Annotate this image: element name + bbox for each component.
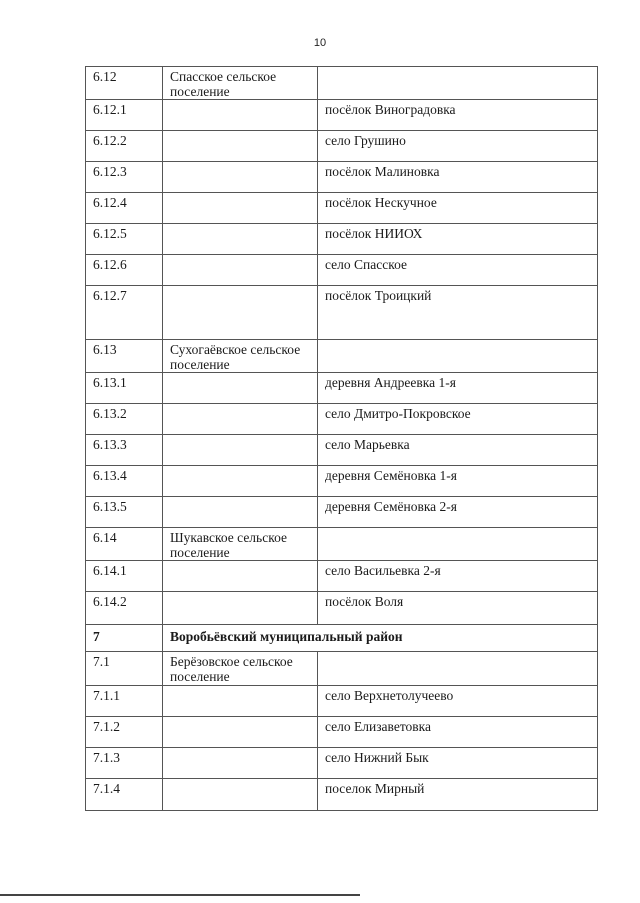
settlement-name	[318, 652, 598, 686]
table-row	[86, 686, 598, 717]
row-number: 6.12.6	[86, 255, 163, 286]
table-row	[86, 435, 598, 466]
municipality-name	[163, 162, 318, 193]
municipality-name	[163, 561, 318, 592]
municipality-name	[163, 100, 318, 131]
municipality-name	[163, 466, 318, 497]
row-number: 6.12.3	[86, 162, 163, 193]
district-row	[86, 625, 598, 652]
municipality-name: Спасское сельское поселение	[163, 67, 318, 100]
row-number: 7.1.2	[86, 717, 163, 748]
settlement-name	[318, 67, 598, 100]
table-row	[86, 779, 598, 811]
settlement-name: село Дмитро-Покровское	[318, 404, 598, 435]
row-number: 6.13.3	[86, 435, 163, 466]
settlement-name: село Спасское	[318, 255, 598, 286]
row-number: 6.13.5	[86, 497, 163, 528]
row-number: 6.12.5	[86, 224, 163, 255]
settlement-name: село Марьевка	[318, 435, 598, 466]
footer-rule	[0, 894, 360, 896]
settlement-name	[318, 340, 598, 373]
municipality-name	[163, 224, 318, 255]
municipality-name	[163, 686, 318, 717]
municipality-name	[163, 373, 318, 404]
table-row	[86, 131, 598, 162]
settlement-name: посёлок Троицкий	[318, 286, 598, 340]
row-number: 7.1.4	[86, 779, 163, 811]
table-row	[86, 224, 598, 255]
municipality-name	[163, 404, 318, 435]
table-row	[86, 592, 598, 625]
row-number: 6.12.4	[86, 193, 163, 224]
municipality-name	[163, 255, 318, 286]
table-row	[86, 748, 598, 779]
row-number: 6.14.2	[86, 592, 163, 625]
municipality-name	[163, 286, 318, 340]
municipality-name: Берёзовское сельское поселение	[163, 652, 318, 686]
table-row	[86, 286, 598, 340]
row-number: 7.1.3	[86, 748, 163, 779]
table-row	[86, 404, 598, 435]
table-row	[86, 373, 598, 404]
municipality-name	[163, 193, 318, 224]
table-row	[86, 162, 598, 193]
row-number: 6.12.7	[86, 286, 163, 340]
municipality-name	[163, 497, 318, 528]
table-row	[86, 717, 598, 748]
settlement-name: поселок Мирный	[318, 779, 598, 811]
page-number: 10	[313, 37, 327, 49]
row-number: 7.1.1	[86, 686, 163, 717]
municipality-name	[163, 779, 318, 811]
settlement-name: деревня Семёновка 1-я	[318, 466, 598, 497]
settlement-name: село Грушино	[318, 131, 598, 162]
table-row	[86, 255, 598, 286]
table-row	[86, 652, 598, 686]
row-number: 6.13	[86, 340, 163, 373]
table-row	[86, 561, 598, 592]
row-number: 6.13.4	[86, 466, 163, 497]
row-number: 6.12	[86, 67, 163, 100]
settlement-name: посёлок Малиновка	[318, 162, 598, 193]
row-number: 6.13.2	[86, 404, 163, 435]
table-row	[86, 340, 598, 373]
municipality-name	[163, 748, 318, 779]
settlements-table	[85, 66, 598, 811]
settlement-name: село Нижний Бык	[318, 748, 598, 779]
table-row	[86, 67, 598, 100]
row-number: 6.13.1	[86, 373, 163, 404]
district-name: Воробьёвский муниципальный район	[163, 625, 598, 652]
row-number: 7.1	[86, 652, 163, 686]
row-number: 6.14.1	[86, 561, 163, 592]
settlement-name	[318, 528, 598, 561]
row-number: 6.12.2	[86, 131, 163, 162]
row-number: 6.14	[86, 528, 163, 561]
settlement-name: село Верхнетолучеево	[318, 686, 598, 717]
municipality-name	[163, 131, 318, 162]
settlement-name: деревня Семёновка 2-я	[318, 497, 598, 528]
municipality-name	[163, 592, 318, 625]
table-row	[86, 466, 598, 497]
municipality-name: Шукавское сельское поселение	[163, 528, 318, 561]
settlement-name: посёлок Воля	[318, 592, 598, 625]
settlement-name: посёлок НИИОХ	[318, 224, 598, 255]
district-number: 7	[86, 625, 163, 652]
row-number: 6.12.1	[86, 100, 163, 131]
settlement-name: деревня Андреевка 1-я	[318, 373, 598, 404]
table-row	[86, 193, 598, 224]
settlement-name: село Елизаветовка	[318, 717, 598, 748]
settlement-name: посёлок Виноградовка	[318, 100, 598, 131]
municipality-name	[163, 435, 318, 466]
municipality-name: Сухогаёвское сельское поселение	[163, 340, 318, 373]
municipality-name	[163, 717, 318, 748]
table-row	[86, 497, 598, 528]
table-row	[86, 528, 598, 561]
settlement-name: село Васильевка 2-я	[318, 561, 598, 592]
table-row	[86, 100, 598, 131]
settlement-name: посёлок Нескучное	[318, 193, 598, 224]
